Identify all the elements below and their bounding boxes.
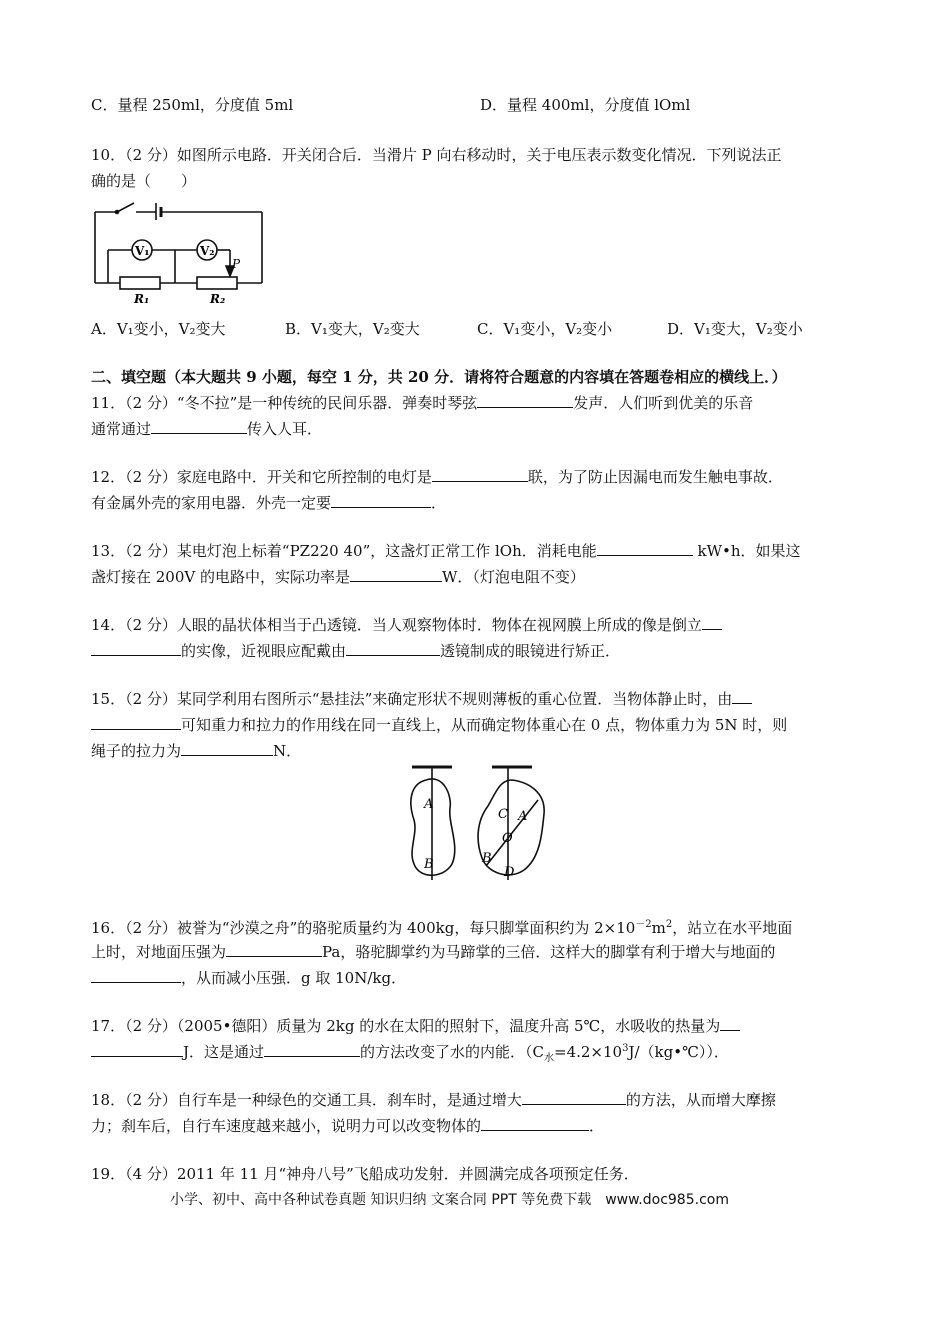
q16-blank-2[interactable]	[91, 968, 181, 983]
q15-line2: 可知重力和拉力的作用线在同一直线上，从而确定物体重心在 0 点，物体重力为 5N 时，则	[91, 714, 787, 735]
q10-label-r1: R₁	[134, 292, 150, 306]
q15-label-b2: B	[482, 851, 492, 866]
q17-blank-1b[interactable]	[91, 1042, 183, 1057]
q18-blank-1[interactable]	[522, 1090, 626, 1105]
q12-line2: 有金属外壳的家用电器．外壳一定要 ．	[91, 494, 447, 512]
q10-text-line2: 确的是（ ）	[91, 172, 197, 190]
q15-label-d: D	[504, 865, 515, 880]
q9-option-d: D．量程 400ml，分度值 lOml	[480, 96, 691, 114]
q10-circuit-diagram	[90, 198, 270, 308]
q15-line1: 15．（2 分）某同学利用右图所示“悬挂法”来确定形状不规则薄板的重心位置．当物体静止时，由	[91, 688, 752, 709]
q10-option-c: C．V₁变小，V₂变小	[477, 320, 613, 338]
q16-line3: ，从而减小压强．g 取 10N/kg．	[91, 967, 406, 988]
q15-suspension-figure	[400, 762, 560, 884]
q10-label-r2: R₂	[210, 292, 226, 306]
q14-blank-1a[interactable]	[702, 615, 722, 630]
q11-line2: 通常通过 传入人耳．	[91, 420, 323, 438]
q12-blank-2[interactable]	[331, 493, 431, 508]
q15-label-a1: A	[424, 797, 434, 812]
q18-blank-2[interactable]	[481, 1116, 589, 1131]
q10-label-v1: V₁	[135, 244, 150, 258]
q17-blank-1a[interactable]	[720, 1016, 740, 1031]
q18-line1: 18．（2 分）自行车是一种绿色的交通工具．刹车时，是通过增大 的方法，从而增大摩擦	[91, 1091, 776, 1109]
q15-blank-1b[interactable]	[91, 715, 181, 730]
q17-blank-2[interactable]	[264, 1042, 360, 1057]
q14-blank-1b[interactable]	[91, 641, 181, 656]
page-footer: 小学、初中、高中各种试卷真题 知识归纳 文案合同 PPT 等免费下载 www.doc985.com	[170, 1192, 729, 1208]
q9-option-c: C．量程 250ml，分度值 5ml	[91, 96, 294, 114]
q11-blank-2[interactable]	[151, 419, 247, 434]
q10-text-line1: 10．（2 分）如图所示电路．开关闭合后．当滑片 P 向右移动时，关于电压表示数变化情况．下列说法正	[91, 146, 782, 164]
q15-blank-2[interactable]	[181, 741, 273, 756]
q18-line2: 力；刹车后，自行车速度越来越小，说明力可以改变物体的 ．	[91, 1117, 605, 1135]
q11-line1: 11．（2 分）“冬不拉”是一种传统的民间乐器．弹奏时琴弦 发声．人们听到优美的乐音	[91, 394, 754, 412]
q15-blank-1a[interactable]	[732, 689, 752, 704]
q16-blank-1[interactable]	[226, 942, 322, 957]
q15-line3: 绳子的拉力为 N．	[91, 742, 302, 760]
q15-label-o: O	[502, 831, 513, 846]
q12-line1: 12．（2 分）家庭电路中．开关和它所控制的电灯是 联，为了防止因漏电而发生触电事故．	[91, 468, 783, 486]
q19-line1: 19．（4 分）2011 年 11 月“神舟八号”飞船成功发射．并圆满完成各项预定任务．	[91, 1165, 639, 1183]
q14-blank-2[interactable]	[346, 641, 440, 656]
q15-label-c: C	[498, 807, 508, 822]
q11-blank-1[interactable]	[477, 393, 573, 408]
q10-option-d: D．V₁变大，V₂变小	[667, 320, 803, 338]
q10-option-a: A．V₁变小，V₂变大	[91, 320, 226, 338]
q14-line2: 的实像，近视眼应配戴由 透镜制成的眼镜进行矫正．	[91, 640, 620, 661]
q14-line1: 14．（2 分）人眼的晶状体相当于凸透镜．当人观察物体时．物体在视网膜上所成的像是倒立	[91, 614, 722, 635]
q16-line2: 上时，对地面压强为 Pa，骆驼脚掌约为马蹄掌的三倍．这样大的脚掌有利于增大与地面的	[91, 943, 776, 961]
q10-option-b: B．V₁变大，V₂变大	[285, 320, 420, 338]
section2-title: 二、填空题（本大题共 9 小题，每空 1 分，共 20 分．请将符合题意的内容填在答题卷相应的横线上．）	[91, 368, 787, 386]
q13-line1: 13．（2 分）某电灯泡上标着“PZ220 40”，这盏灯正常工作 lOh．消耗电能 kW•h．如果这	[91, 542, 801, 560]
q12-blank-1[interactable]	[432, 467, 528, 482]
q13-blank-2[interactable]	[350, 567, 442, 582]
q13-line2: 盏灯接在 200V 的电路中，实际功率是 W．（灯泡电阻不变）	[91, 568, 585, 586]
q16-line1: 16．（2 分）被誉为“沙漠之舟”的骆驼质量约为 400kg，每只脚掌面积约为 $2\times 10^{-2}m^2$，站立在水平地面	[91, 919, 793, 937]
q15-label-b1: B	[424, 857, 434, 872]
q10-label-v2: V₂	[200, 244, 215, 258]
q13-blank-1[interactable]	[597, 541, 693, 556]
q17-line2: J．这是通过 的方法改变了水的内能．$(C_水=4.2\times 10^3J/(kg•℃))$．	[91, 1041, 729, 1064]
q17-line1: 17．（2 分）（2005•德阳）质量为 2kg 的水在太阳的照射下，温度升高 5℃，水吸收的热量为	[91, 1015, 740, 1036]
q10-label-p: P	[232, 257, 241, 271]
q15-label-a2: A	[518, 809, 528, 824]
